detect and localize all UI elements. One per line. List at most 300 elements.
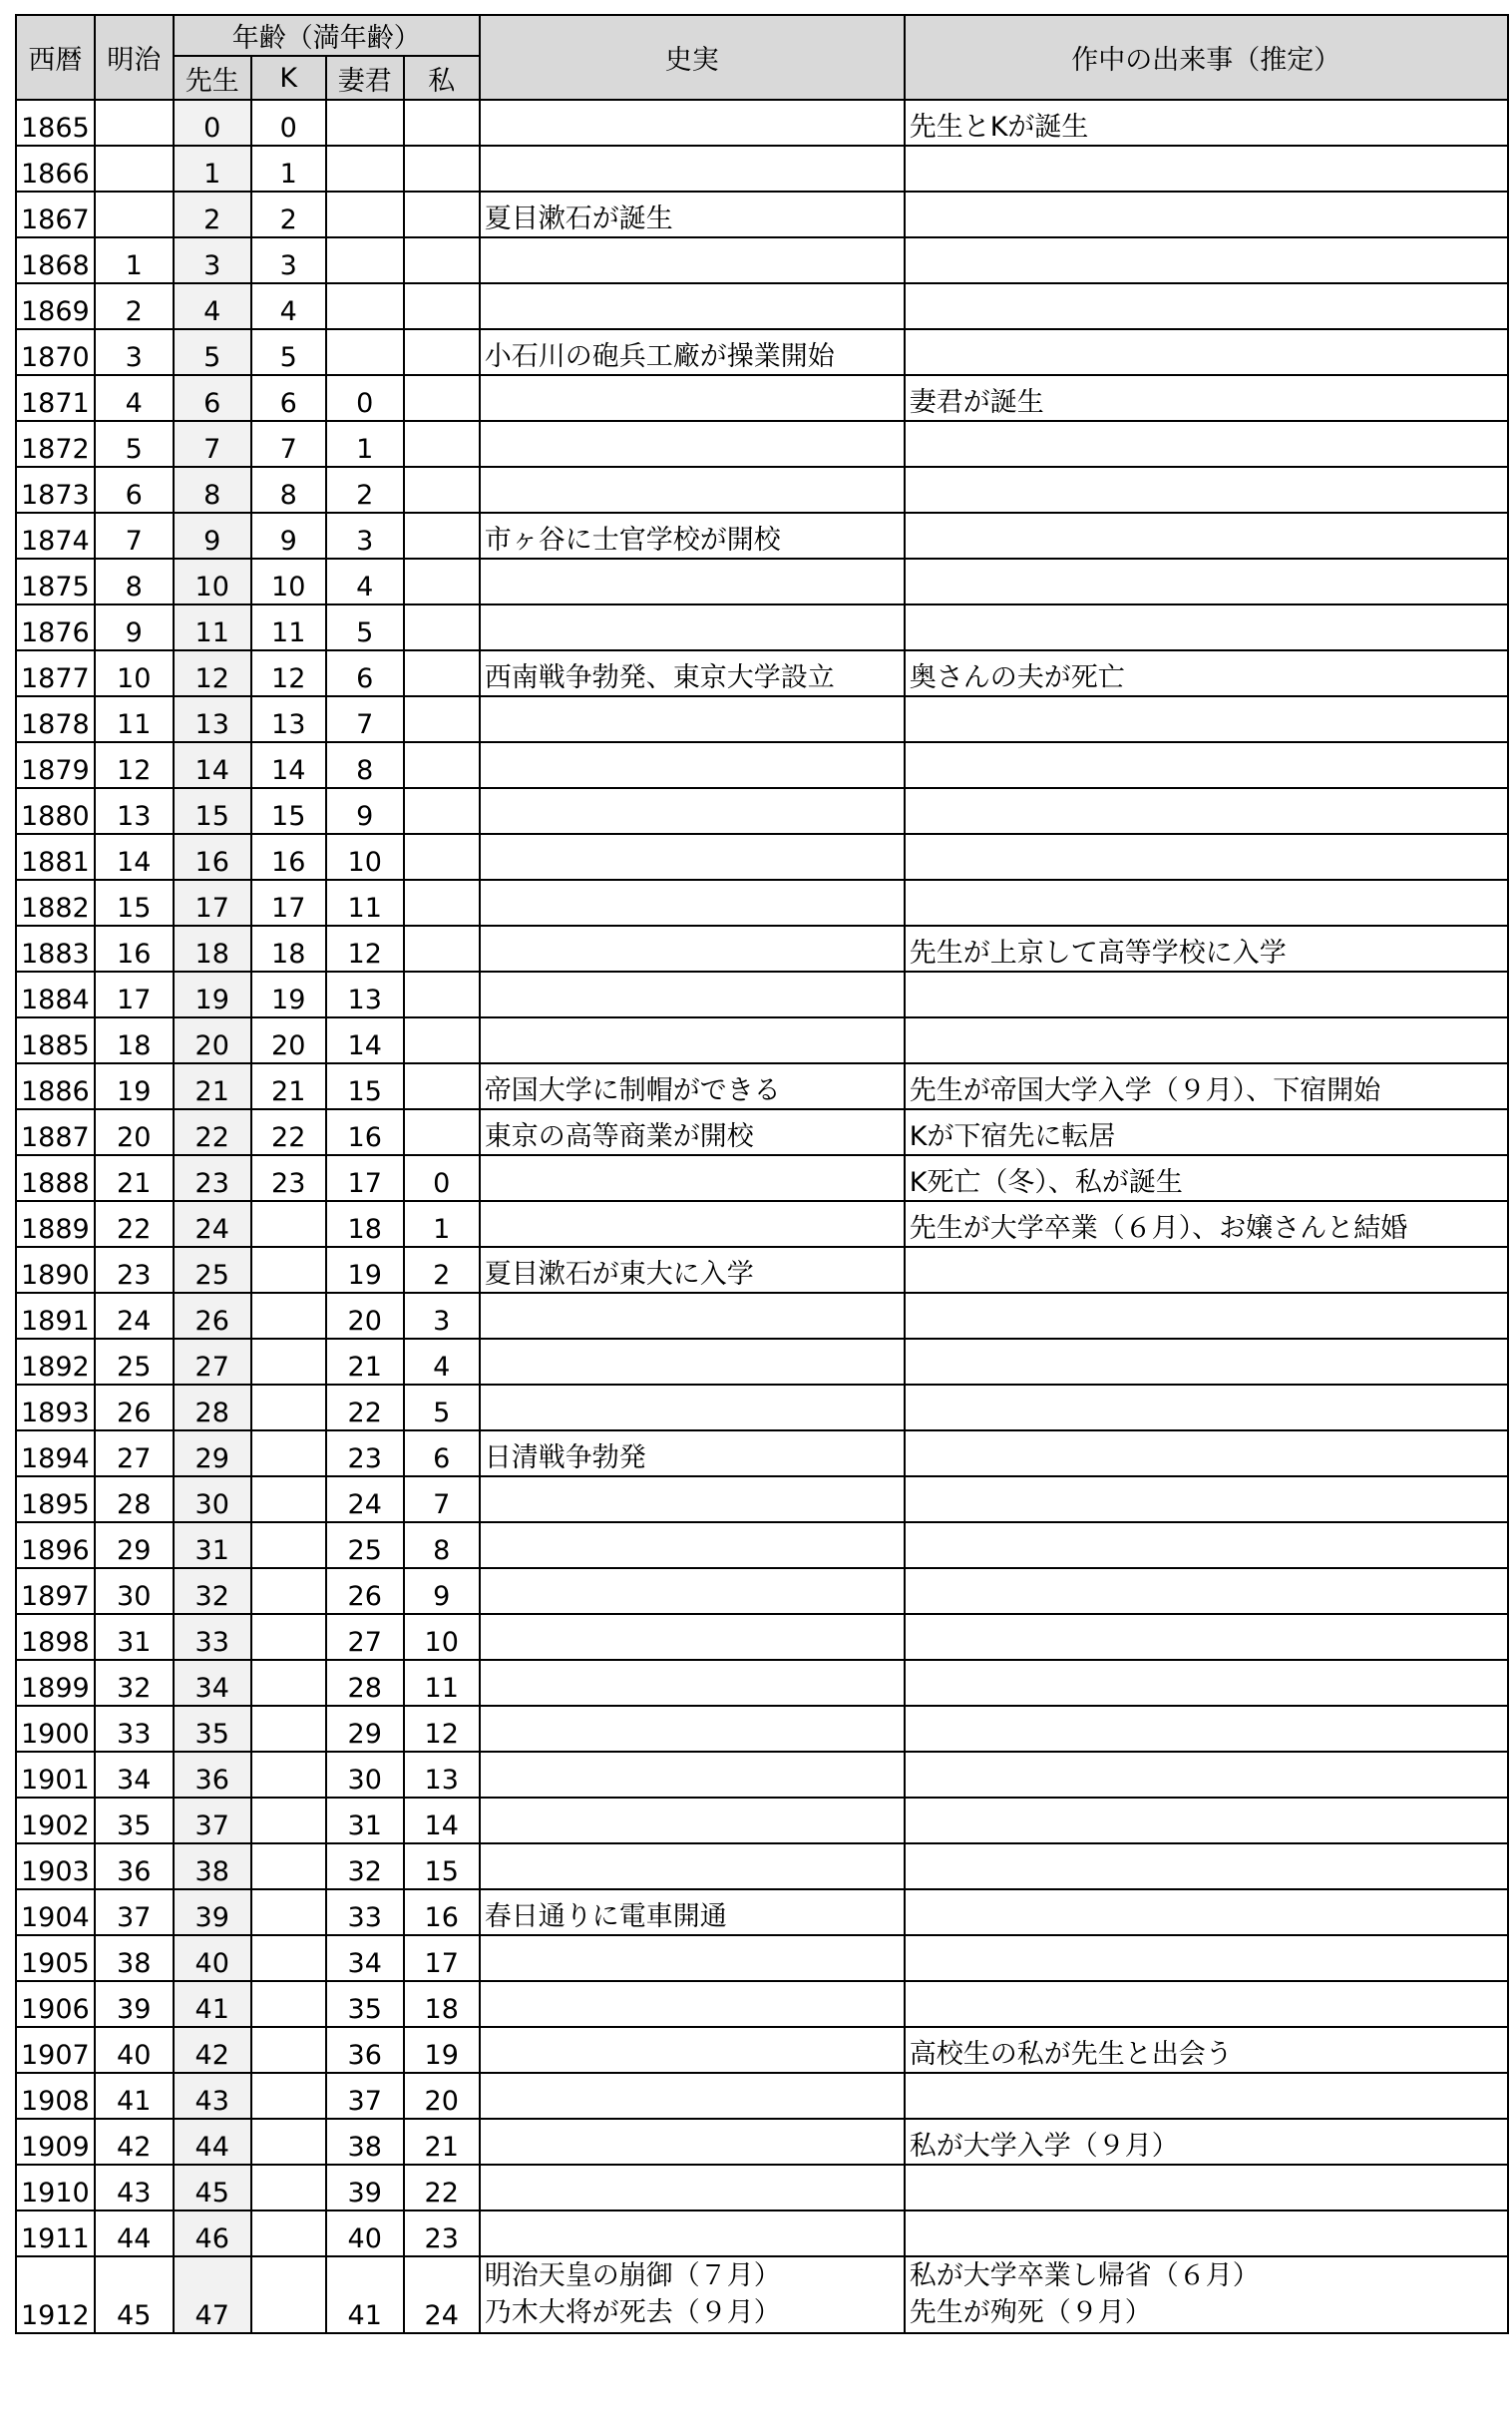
cell-k (251, 1843, 326, 1889)
cell-sensei: 44 (174, 2119, 251, 2165)
cell-sensei: 23 (174, 1155, 251, 1201)
cell-event (905, 1889, 1508, 1935)
cell-k: 1 (251, 146, 326, 192)
cell-meiji: 22 (95, 1201, 174, 1247)
cell-year: 1908 (16, 2073, 95, 2119)
cell-event (905, 146, 1508, 192)
cell-k: 3 (251, 237, 326, 283)
cell-event (905, 1017, 1508, 1063)
cell-watashi (404, 375, 480, 421)
cell-meiji: 11 (95, 696, 174, 742)
cell-year: 1900 (16, 1706, 95, 1752)
cell-year: 1901 (16, 1752, 95, 1798)
cell-meiji: 30 (95, 1568, 174, 1614)
cell-meiji: 45 (95, 2256, 174, 2333)
cell-meiji: 10 (95, 650, 174, 696)
cell-okusan: 29 (326, 1706, 404, 1752)
cell-watashi: 15 (404, 1843, 480, 1889)
cell-history: 日清戦争勃発 (480, 1430, 905, 1476)
chronology-table (15, 14, 1509, 2334)
cell-okusan: 36 (326, 2027, 404, 2073)
cell-okusan: 5 (326, 604, 404, 650)
cell-sensei: 42 (174, 2027, 251, 2073)
cell-sensei: 0 (174, 100, 251, 146)
cell-meiji: 16 (95, 926, 174, 972)
cell-k (251, 2027, 326, 2073)
cell-history (480, 467, 905, 513)
cell-meiji: 2 (95, 283, 174, 329)
cell-okusan: 9 (326, 788, 404, 834)
cell-sensei: 46 (174, 2211, 251, 2256)
cell-sensei: 3 (174, 237, 251, 283)
cell-k (251, 1385, 326, 1430)
table-row (16, 2256, 1508, 2333)
cell-okusan: 37 (326, 2073, 404, 2119)
cell-meiji: 18 (95, 1017, 174, 1063)
cell-watashi (404, 696, 480, 742)
cell-meiji: 1 (95, 237, 174, 283)
cell-k (251, 2073, 326, 2119)
cell-k (251, 1522, 326, 1568)
cell-k (251, 1981, 326, 2027)
cell-sensei: 14 (174, 742, 251, 788)
cell-event: 妻君が誕生 (905, 375, 1508, 421)
cell-history (480, 559, 905, 604)
cell-k: 17 (251, 880, 326, 926)
cell-meiji: 3 (95, 329, 174, 375)
cell-year: 1867 (16, 192, 95, 237)
table-row (16, 1430, 1508, 1476)
cell-sensei: 18 (174, 926, 251, 972)
cell-sensei: 39 (174, 1889, 251, 1935)
cell-event (905, 696, 1508, 742)
cell-k (251, 1293, 326, 1339)
cell-history (480, 237, 905, 283)
cell-history (480, 742, 905, 788)
cell-sensei: 22 (174, 1109, 251, 1155)
cell-meiji (95, 100, 174, 146)
cell-history: 東京の高等商業が開校 (480, 1109, 905, 1155)
cell-sensei: 17 (174, 880, 251, 926)
cell-watashi: 12 (404, 1706, 480, 1752)
table-row (16, 1843, 1508, 1889)
cell-year: 1907 (16, 2027, 95, 2073)
cell-k: 14 (251, 742, 326, 788)
cell-year: 1872 (16, 421, 95, 467)
cell-watashi: 11 (404, 1660, 480, 1706)
cell-k: 7 (251, 421, 326, 467)
cell-event: 奥さんの夫が死亡 (905, 650, 1508, 696)
cell-k (251, 2119, 326, 2165)
cell-meiji: 13 (95, 788, 174, 834)
cell-history (480, 1752, 905, 1798)
cell-watashi: 8 (404, 1522, 480, 1568)
cell-k: 6 (251, 375, 326, 421)
cell-k (251, 1430, 326, 1476)
cell-meiji: 21 (95, 1155, 174, 1201)
cell-history (480, 1201, 905, 1247)
cell-k (251, 1614, 326, 1660)
cell-history (480, 100, 905, 146)
cell-okusan: 25 (326, 1522, 404, 1568)
cell-okusan: 19 (326, 1247, 404, 1293)
cell-event (905, 467, 1508, 513)
cell-history (480, 1293, 905, 1339)
cell-k (251, 1339, 326, 1385)
cell-year: 1912 (16, 2256, 95, 2333)
cell-year: 1886 (16, 1063, 95, 1109)
cell-meiji: 44 (95, 2211, 174, 2256)
cell-watashi: 18 (404, 1981, 480, 2027)
header-okusan: 妻君 (326, 56, 404, 100)
cell-history: 春日通りに電車開通 (480, 1889, 905, 1935)
cell-watashi: 14 (404, 1798, 480, 1843)
cell-history (480, 1660, 905, 1706)
cell-k (251, 1660, 326, 1706)
cell-okusan (326, 237, 404, 283)
cell-history (480, 880, 905, 926)
cell-year: 1892 (16, 1339, 95, 1385)
cell-year: 1879 (16, 742, 95, 788)
cell-year: 1871 (16, 375, 95, 421)
cell-sensei: 29 (174, 1430, 251, 1476)
cell-event (905, 1247, 1508, 1293)
cell-sensei: 19 (174, 972, 251, 1017)
cell-okusan: 0 (326, 375, 404, 421)
table-row (16, 650, 1508, 696)
cell-meiji: 23 (95, 1247, 174, 1293)
cell-sensei: 15 (174, 788, 251, 834)
cell-year: 1899 (16, 1660, 95, 1706)
cell-watashi (404, 1063, 480, 1109)
cell-year: 1904 (16, 1889, 95, 1935)
cell-k: 11 (251, 604, 326, 650)
cell-event: 先生が帝国大学入学（９月）、下宿開始 (905, 1063, 1508, 1109)
table-row (16, 1522, 1508, 1568)
cell-k (251, 1935, 326, 1981)
cell-meiji: 33 (95, 1706, 174, 1752)
cell-okusan: 3 (326, 513, 404, 559)
cell-year: 1902 (16, 1798, 95, 1843)
table-row (16, 2165, 1508, 2211)
table-body (16, 100, 1508, 2333)
cell-okusan: 1 (326, 421, 404, 467)
cell-history (480, 2073, 905, 2119)
table-row (16, 237, 1508, 283)
cell-year: 1873 (16, 467, 95, 513)
cell-event (905, 1843, 1508, 1889)
cell-okusan: 13 (326, 972, 404, 1017)
cell-year: 1875 (16, 559, 95, 604)
table-row (16, 421, 1508, 467)
cell-watashi: 6 (404, 1430, 480, 1476)
cell-meiji: 5 (95, 421, 174, 467)
cell-sensei: 21 (174, 1063, 251, 1109)
cell-k (251, 1568, 326, 1614)
cell-watashi (404, 1109, 480, 1155)
cell-watashi (404, 1017, 480, 1063)
cell-sensei: 6 (174, 375, 251, 421)
cell-year: 1865 (16, 100, 95, 146)
cell-sensei: 26 (174, 1293, 251, 1339)
cell-meiji: 14 (95, 834, 174, 880)
cell-meiji: 38 (95, 1935, 174, 1981)
cell-okusan: 26 (326, 1568, 404, 1614)
table-row (16, 1981, 1508, 2027)
cell-event (905, 2165, 1508, 2211)
cell-history (480, 2027, 905, 2073)
cell-event (905, 604, 1508, 650)
cell-event: 高校生の私が先生と出会う (905, 2027, 1508, 2073)
table-row (16, 513, 1508, 559)
cell-sensei: 13 (174, 696, 251, 742)
cell-event (905, 559, 1508, 604)
cell-event (905, 513, 1508, 559)
cell-event (905, 192, 1508, 237)
cell-k: 5 (251, 329, 326, 375)
cell-watashi: 1 (404, 1201, 480, 1247)
cell-history: 小石川の砲兵工廠が操業開始 (480, 329, 905, 375)
cell-meiji: 37 (95, 1889, 174, 1935)
cell-history (480, 604, 905, 650)
cell-watashi (404, 834, 480, 880)
cell-year: 1893 (16, 1385, 95, 1430)
cell-year: 1876 (16, 604, 95, 650)
cell-okusan: 21 (326, 1339, 404, 1385)
cell-year: 1887 (16, 1109, 95, 1155)
cell-watashi (404, 926, 480, 972)
cell-year: 1883 (16, 926, 95, 972)
cell-event (905, 742, 1508, 788)
cell-sensei: 16 (174, 834, 251, 880)
cell-sensei: 47 (174, 2256, 251, 2333)
cell-sensei: 43 (174, 2073, 251, 2119)
cell-watashi (404, 146, 480, 192)
cell-history (480, 2165, 905, 2211)
cell-event (905, 1614, 1508, 1660)
cell-history (480, 2119, 905, 2165)
table-row (16, 926, 1508, 972)
table-row (16, 192, 1508, 237)
cell-okusan: 16 (326, 1109, 404, 1155)
cell-okusan (326, 100, 404, 146)
cell-k: 8 (251, 467, 326, 513)
cell-k: 23 (251, 1155, 326, 1201)
cell-sensei: 25 (174, 1247, 251, 1293)
header-row-top (16, 15, 1508, 56)
cell-okusan: 4 (326, 559, 404, 604)
cell-event (905, 1752, 1508, 1798)
cell-meiji (95, 146, 174, 192)
cell-okusan: 8 (326, 742, 404, 788)
cell-event: Kが下宿先に転居 (905, 1109, 1508, 1155)
cell-event (905, 283, 1508, 329)
cell-history (480, 1706, 905, 1752)
cell-history (480, 1522, 905, 1568)
cell-meiji: 35 (95, 1798, 174, 1843)
cell-k (251, 1752, 326, 1798)
table-row (16, 604, 1508, 650)
cell-event: 先生が上京して高等学校に入学 (905, 926, 1508, 972)
header-history: 史実 (480, 15, 905, 100)
cell-meiji: 32 (95, 1660, 174, 1706)
cell-history: 夏目漱石が誕生 (480, 192, 905, 237)
table-row (16, 1614, 1508, 1660)
cell-meiji: 19 (95, 1063, 174, 1109)
cell-history (480, 283, 905, 329)
cell-event (905, 1935, 1508, 1981)
cell-year: 1909 (16, 2119, 95, 2165)
cell-year: 1878 (16, 696, 95, 742)
cell-meiji: 29 (95, 1522, 174, 1568)
cell-sensei: 28 (174, 1385, 251, 1430)
cell-k (251, 2256, 326, 2333)
cell-k (251, 2211, 326, 2256)
cell-sensei: 30 (174, 1476, 251, 1522)
cell-meiji: 6 (95, 467, 174, 513)
cell-watashi: 10 (404, 1614, 480, 1660)
cell-event (905, 1476, 1508, 1522)
cell-history (480, 972, 905, 1017)
cell-history (480, 1155, 905, 1201)
cell-okusan: 28 (326, 1660, 404, 1706)
cell-line: 先生が殉死（９月） (909, 2297, 1152, 2328)
cell-event (905, 1706, 1508, 1752)
cell-year: 1885 (16, 1017, 95, 1063)
cell-year: 1910 (16, 2165, 95, 2211)
table-row (16, 1706, 1508, 1752)
cell-sensei: 31 (174, 1522, 251, 1568)
cell-meiji: 42 (95, 2119, 174, 2165)
cell-sensei: 38 (174, 1843, 251, 1889)
cell-sensei: 10 (174, 559, 251, 604)
cell-watashi (404, 788, 480, 834)
cell-okusan: 10 (326, 834, 404, 880)
cell-k: 0 (251, 100, 326, 146)
table-row (16, 1568, 1508, 1614)
cell-sensei: 33 (174, 1614, 251, 1660)
cell-okusan: 20 (326, 1293, 404, 1339)
table-row (16, 834, 1508, 880)
cell-watashi: 21 (404, 2119, 480, 2165)
cell-event (905, 1798, 1508, 1843)
cell-k (251, 2165, 326, 2211)
cell-year: 1911 (16, 2211, 95, 2256)
cell-year: 1903 (16, 1843, 95, 1889)
cell-okusan (326, 192, 404, 237)
cell-k: 12 (251, 650, 326, 696)
table-row (16, 788, 1508, 834)
cell-year: 1898 (16, 1614, 95, 1660)
cell-watashi (404, 972, 480, 1017)
table-row (16, 100, 1508, 146)
cell-k (251, 1889, 326, 1935)
cell-k: 15 (251, 788, 326, 834)
cell-okusan: 40 (326, 2211, 404, 2256)
cell-year: 1906 (16, 1981, 95, 2027)
cell-watashi (404, 604, 480, 650)
cell-k (251, 1476, 326, 1522)
table-row (16, 1155, 1508, 1201)
cell-watashi (404, 192, 480, 237)
table-row (16, 2119, 1508, 2165)
cell-year: 1869 (16, 283, 95, 329)
table-row (16, 329, 1508, 375)
cell-k: 10 (251, 559, 326, 604)
cell-watashi: 9 (404, 1568, 480, 1614)
cell-k: 18 (251, 926, 326, 972)
cell-history (480, 834, 905, 880)
cell-okusan: 41 (326, 2256, 404, 2333)
table-row (16, 283, 1508, 329)
cell-meiji (95, 192, 174, 237)
cell-history (480, 1614, 905, 1660)
cell-watashi (404, 100, 480, 146)
table-row (16, 1935, 1508, 1981)
table-row (16, 1660, 1508, 1706)
cell-year: 1870 (16, 329, 95, 375)
table-row (16, 742, 1508, 788)
cell-meiji: 34 (95, 1752, 174, 1798)
cell-year: 1888 (16, 1155, 95, 1201)
cell-okusan: 14 (326, 1017, 404, 1063)
table-row (16, 1889, 1508, 1935)
table-row (16, 2073, 1508, 2119)
cell-event (905, 880, 1508, 926)
cell-year: 1881 (16, 834, 95, 880)
cell-sensei: 9 (174, 513, 251, 559)
cell-history (480, 146, 905, 192)
cell-k: 21 (251, 1063, 326, 1109)
cell-watashi (404, 513, 480, 559)
cell-watashi: 17 (404, 1935, 480, 1981)
table-row (16, 2027, 1508, 2073)
cell-event (905, 1660, 1508, 1706)
cell-event (905, 329, 1508, 375)
cell-watashi (404, 467, 480, 513)
cell-watashi (404, 329, 480, 375)
cell-sensei: 4 (174, 283, 251, 329)
cell-year: 1896 (16, 1522, 95, 1568)
cell-history (480, 1935, 905, 1981)
cell-watashi (404, 283, 480, 329)
cell-sensei: 7 (174, 421, 251, 467)
header-events: 作中の出来事（推定） (905, 15, 1508, 100)
cell-sensei: 27 (174, 1339, 251, 1385)
cell-k: 19 (251, 972, 326, 1017)
cell-meiji: 40 (95, 2027, 174, 2073)
cell-history (480, 421, 905, 467)
cell-sensei: 8 (174, 467, 251, 513)
cell-event (905, 1981, 1508, 2027)
table-row (16, 1385, 1508, 1430)
cell-k: 22 (251, 1109, 326, 1155)
cell-watashi: 7 (404, 1476, 480, 1522)
cell-history (480, 1017, 905, 1063)
header-sensei: 先生 (174, 56, 251, 100)
cell-sensei: 34 (174, 1660, 251, 1706)
cell-meiji: 4 (95, 375, 174, 421)
cell-okusan: 12 (326, 926, 404, 972)
cell-event (905, 1385, 1508, 1430)
cell-event (905, 2211, 1508, 2256)
cell-event (905, 1522, 1508, 1568)
cell-year: 1880 (16, 788, 95, 834)
cell-year: 1874 (16, 513, 95, 559)
cell-history (480, 1339, 905, 1385)
cell-event (905, 788, 1508, 834)
cell-watashi (404, 742, 480, 788)
